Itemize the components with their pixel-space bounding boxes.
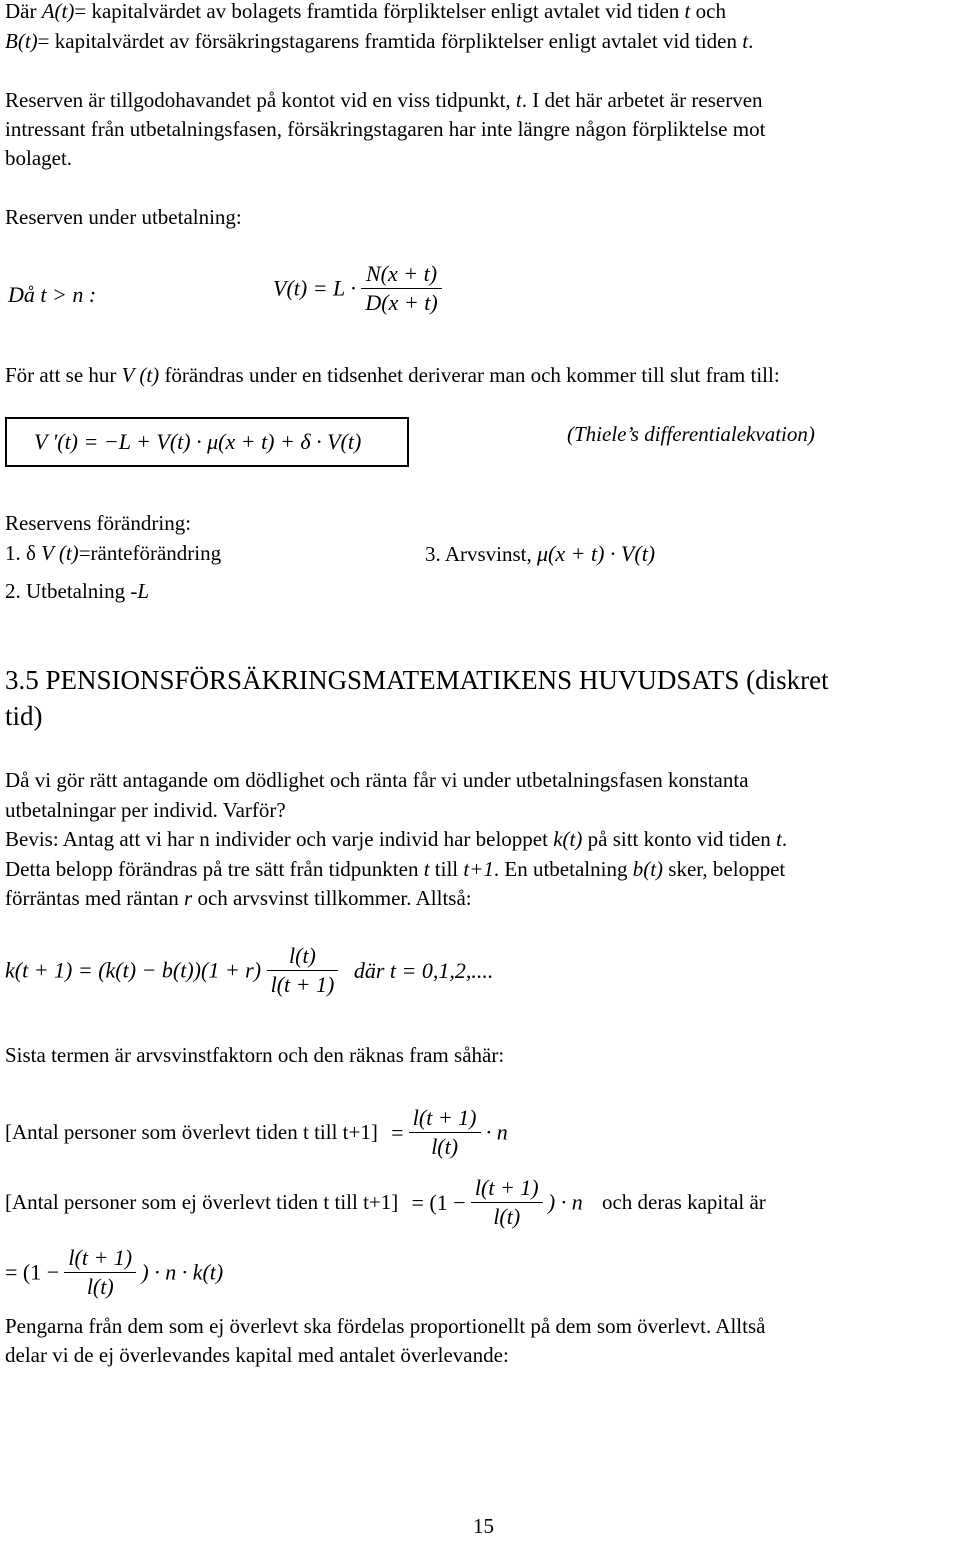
thiele-label: (Thiele’s differentialekvation) (567, 422, 815, 446)
text-segment: på sitt konto vid tiden (582, 827, 777, 851)
change-item-3 (425, 539, 655, 569)
eq4-denominator: l(t) (493, 1204, 521, 1229)
text-segment: Reserven är tillgodohavandet på kontot vid en viss tidpunkt, (5, 88, 516, 112)
eq5-prefix: = (1 − (5, 1259, 60, 1285)
text-segment: förräntas med räntan (5, 886, 185, 910)
reserve-paragraph-line2: intressant från utbetalningsfasen, försäkringstagaren har inte längre någon förpliktelse mot (5, 117, 766, 141)
symbol-t: t (776, 827, 782, 851)
main-paragraph-line2: utbetalningar per individ. Varför? (5, 798, 286, 822)
eq5-fraction (64, 1244, 136, 1301)
eq2-fraction (267, 942, 339, 999)
eq5-denominator: l(t) (86, 1274, 114, 1299)
main-paragraph-line1: Då vi gör rätt antagande om dödlighet och ränta får vi under utbetalningsfasen konstanta (5, 768, 749, 792)
eq4-after-text: och deras kapital är (601, 1190, 766, 1214)
text-segment: = kapitalvärdet av bolagets framtida förpliktelser enligt avtalet vid tiden (74, 0, 685, 23)
symbol-a: A(t) (41, 0, 75, 23)
final-paragraph-line1: Pengarna från dem som ej överlevt ska fördelas proportionellt på dem som överlevt. Alltså (5, 1314, 766, 1338)
text-segment: . En utbetalning (493, 857, 633, 881)
text-segment: . (748, 29, 754, 53)
eq1-denominator: D(x + t) (365, 290, 438, 315)
section-heading-line2: tid) (5, 701, 43, 731)
eq4-label: [Antal personer som ej överlevt tiden t till t+1] (5, 1190, 399, 1214)
eq1-numerator: N(x + t) (361, 260, 441, 289)
eq2-formula (5, 942, 493, 999)
arvsvinst-formula: μ(x + t) · V(t) (537, 541, 656, 566)
eq3-denominator: l(t) (431, 1134, 459, 1159)
eq3-equals: = (391, 1119, 404, 1145)
eq5-tail: ) · n · k(t) (141, 1259, 224, 1285)
eq3-row (5, 1104, 508, 1161)
main-paragraph-line4 (5, 855, 785, 884)
eq3-tail: · n (485, 1119, 508, 1145)
text-segment: Där (5, 0, 42, 23)
definition-line-b (5, 27, 753, 56)
eq4-equals: = (1 − (411, 1189, 466, 1215)
eq1-formula (273, 260, 442, 317)
page-number: 15 (473, 1514, 494, 1538)
eq4-tail: ) · n (547, 1189, 583, 1215)
text-segment: till (429, 857, 464, 881)
text-segment: förändras under en tidsenhet deriverar man och kommer till slut fram till: (159, 363, 780, 387)
text-segment: . I det här arbetet är reserven (521, 88, 763, 112)
eq4-numerator: l(t + 1) (471, 1174, 543, 1203)
thiele-equation: V '(t) = −L + V(t) · μ(x + t) + δ · V(t) (34, 429, 362, 454)
symbol-v: V (t) (121, 363, 160, 387)
eq2-numerator: l(t) (267, 942, 339, 971)
symbol-t: t (423, 857, 430, 881)
symbol-t: t (515, 88, 522, 112)
text-segment: och (690, 0, 726, 23)
symbol-b: b(t) (632, 857, 664, 881)
symbol-k: k(t) (553, 827, 583, 851)
eq3-fraction (409, 1104, 481, 1161)
sista-line: Sista termen är arvsvinstfaktorn och den räknas fram såhär: (5, 1043, 505, 1067)
eq5-row (5, 1244, 223, 1301)
eq5-numerator: l(t + 1) (64, 1244, 136, 1273)
text-segment: Bevis: Antag att vi har n individer och varje individ har beloppet (5, 827, 554, 851)
eq1-fraction (361, 260, 441, 317)
text-segment: = kapitalvärdet av försäkringstagarens framtida förpliktelser enligt avtalet vid tiden (37, 29, 743, 53)
eq1-condition: Då t > n : (8, 282, 97, 307)
final-paragraph-line2: delar vi de ej överlevandes kapital med antalet överlevande: (5, 1343, 509, 1367)
symbol-t: t (684, 0, 691, 23)
eq4-fraction (471, 1174, 543, 1231)
reserve-paragraph-line1 (5, 86, 763, 115)
symbol-r: r (184, 886, 193, 910)
reserve-paragraph-line3: bolaget. (5, 146, 73, 170)
eq4-row (5, 1174, 766, 1231)
text-segment: och arvsvinst tillkommer. Alltså: (192, 886, 472, 910)
symbol-t-plus-1: t+1 (463, 857, 494, 881)
change-item-1 (5, 539, 221, 568)
symbol-l: L (137, 579, 150, 603)
section-heading-line1: 3.5 PENSIONSFÖRSÄKRINGSMATEMATIKENS HUVUDSATS (diskret (5, 665, 829, 695)
text-segment: . (781, 827, 788, 851)
symbol-v: V (t) (41, 541, 79, 565)
text-segment: 1. δ (5, 541, 42, 565)
main-paragraph-line5 (5, 884, 472, 913)
text-segment: Detta belopp förändras på tre sätt från tidpunkten (5, 857, 424, 881)
symbol-b: B(t) (5, 29, 38, 53)
text-segment: För att se hur (5, 363, 122, 387)
derive-line (5, 361, 780, 390)
eq1-lhs: V(t) = L · (273, 275, 356, 301)
text-segment: sker, beloppet (663, 857, 786, 881)
text-segment: =ränteförändring (78, 541, 222, 565)
eq2-denominator: l(t + 1) (270, 972, 335, 997)
text-segment: 2. Utbetalning - (5, 579, 138, 603)
definition-line-a (5, 0, 726, 26)
change-item-2 (5, 577, 149, 606)
eq2-condition: där t = 0,1,2,.... (353, 957, 494, 983)
text-segment: 3. Arvsvinst, (425, 542, 538, 566)
symbol-t: t (742, 29, 749, 53)
eq3-label: [Antal personer som överlevt tiden t till t+1] (5, 1120, 378, 1144)
changes-title: Reservens förändring: (5, 511, 192, 535)
eq3-numerator: l(t + 1) (409, 1104, 481, 1133)
main-paragraph-line3 (5, 825, 787, 854)
reserve-under-heading: Reserven under utbetalning: (5, 205, 242, 229)
eq2-lhs: k(t + 1) = (k(t) − b(t))(1 + r) (5, 957, 262, 983)
